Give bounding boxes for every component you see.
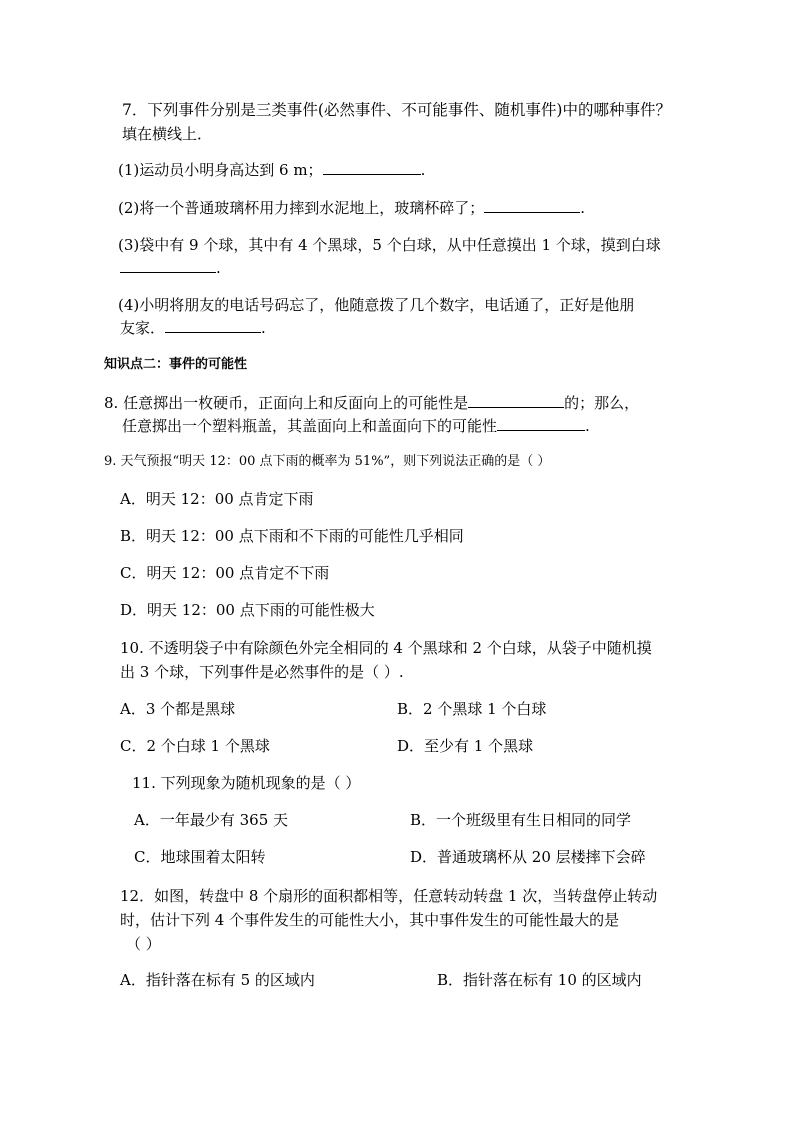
q10-option-d: D．至少有 1 个黑球 — [397, 737, 534, 755]
q8-line1-b: 的；那么， — [564, 394, 640, 412]
q7-item-3: (3)袋中有 9 个球，其中有 4 个黑球，5 个白球，从中任意摸出 1 个球，摸到白球 — [118, 236, 661, 254]
q11-stem: 11. 下列现象为随机现象的是（ ） — [132, 774, 361, 792]
q11-option-a: A．一年最少有 365 天 — [134, 811, 288, 829]
q11-option-d: D．普通玻璃杯从 20 层楼摔下会碎 — [410, 848, 646, 866]
q8-line2 — [122, 416, 590, 436]
q7-item-1 — [118, 160, 425, 180]
q9-stem: 9. 天气预报“明天 12：00 点下雨的概率为 51%”，则下列说法正确的是（ ） — [104, 454, 551, 469]
q7-item-4: (4)小明将朋友的电话号码忘了，他随意拨了几个数字，电话通了，正好是他朋 — [118, 296, 635, 314]
q7-stem-line2: 填在横线上． — [122, 125, 213, 143]
q7-item-4-after: . — [261, 319, 266, 337]
q11-option-b: B．一个班级里有生日相同的同学 — [410, 811, 632, 829]
q8-line2-b: . — [585, 417, 590, 435]
q7-item-4-line2 — [120, 318, 266, 338]
q7-item-2-text: (2)将一个普通玻璃杯用力摔到水泥地上，玻璃杯碎了； — [118, 199, 485, 217]
answer-blank[interactable] — [484, 198, 580, 213]
q12-stem-line1: 12．如图，转盘中 8 个扇形的面积都相等，任意转动转盘 1 次，当转盘停止转动 — [120, 887, 658, 905]
q7-item-1-text: (1)运动员小明身高达到 6 m； — [118, 161, 323, 179]
q10-option-c: C．2 个白球 1 个黑球 — [120, 737, 270, 755]
q12-option-a: A．指针落在标有 5 的区域内 — [120, 971, 315, 989]
q9-option-c: C．明天 12：00 点肯定不下雨 — [120, 564, 330, 582]
answer-blank[interactable] — [323, 160, 421, 175]
q7-item-1-after: . — [420, 161, 426, 179]
answer-blank[interactable] — [468, 393, 564, 408]
q7-item-2 — [118, 198, 585, 218]
q12-option-b: B．指针落在标有 10 的区域内 — [437, 971, 642, 989]
answer-blank[interactable] — [497, 416, 585, 431]
q12-stem-line3: （ ） — [126, 935, 161, 953]
q9-option-d: D．明天 12：00 点下雨的可能性极大 — [120, 601, 375, 619]
q10-stem-line2: 出 3 个球，下列事件是必然事件的是（ ）. — [120, 663, 404, 681]
q7-item-3-after: . — [216, 259, 221, 277]
q10-option-a: A．3 个都是黑球 — [120, 700, 236, 718]
q10-option-b: B．2 个黑球 1 个白球 — [397, 700, 547, 718]
q8-line1 — [104, 393, 639, 413]
q9-option-b: B．明天 12：00 点下雨和不下雨的可能性几乎相同 — [120, 527, 464, 545]
q7-stem-line1: 7．下列事件分别是三类事件(必然事件、不可能事件、随机事件)中的哪种事件？ — [122, 101, 671, 119]
q9-option-a: A．明天 12：00 点肯定下雨 — [120, 490, 314, 508]
q7-item-4-text2: 友家． — [120, 319, 166, 337]
answer-blank[interactable] — [120, 258, 216, 273]
q10-stem-line1: 10. 不透明袋子中有除颜色外完全相同的 4 个黑球和 2 个白球，从袋子中随机摸 — [120, 639, 652, 657]
answer-blank[interactable] — [165, 318, 261, 333]
q12-stem-line2: 时，估计下列 4 个事件发生的可能性大小，其中事件发生的可能性最大的是 — [120, 911, 620, 929]
section-title: 知识点二：事件的可能性 — [104, 357, 248, 372]
q7-item-3-blank-line — [120, 258, 221, 278]
q8-line1-a: 8. 任意掷出一枚硬币，正面向上和反面向上的可能性是 — [104, 394, 469, 412]
q11-option-c: C．地球围着太阳转 — [134, 848, 266, 866]
q7-item-2-after: . — [580, 199, 586, 217]
q8-line2-a: 任意掷出一个塑料瓶盖，其盖面向上和盖面向下的可能性 — [122, 417, 498, 435]
